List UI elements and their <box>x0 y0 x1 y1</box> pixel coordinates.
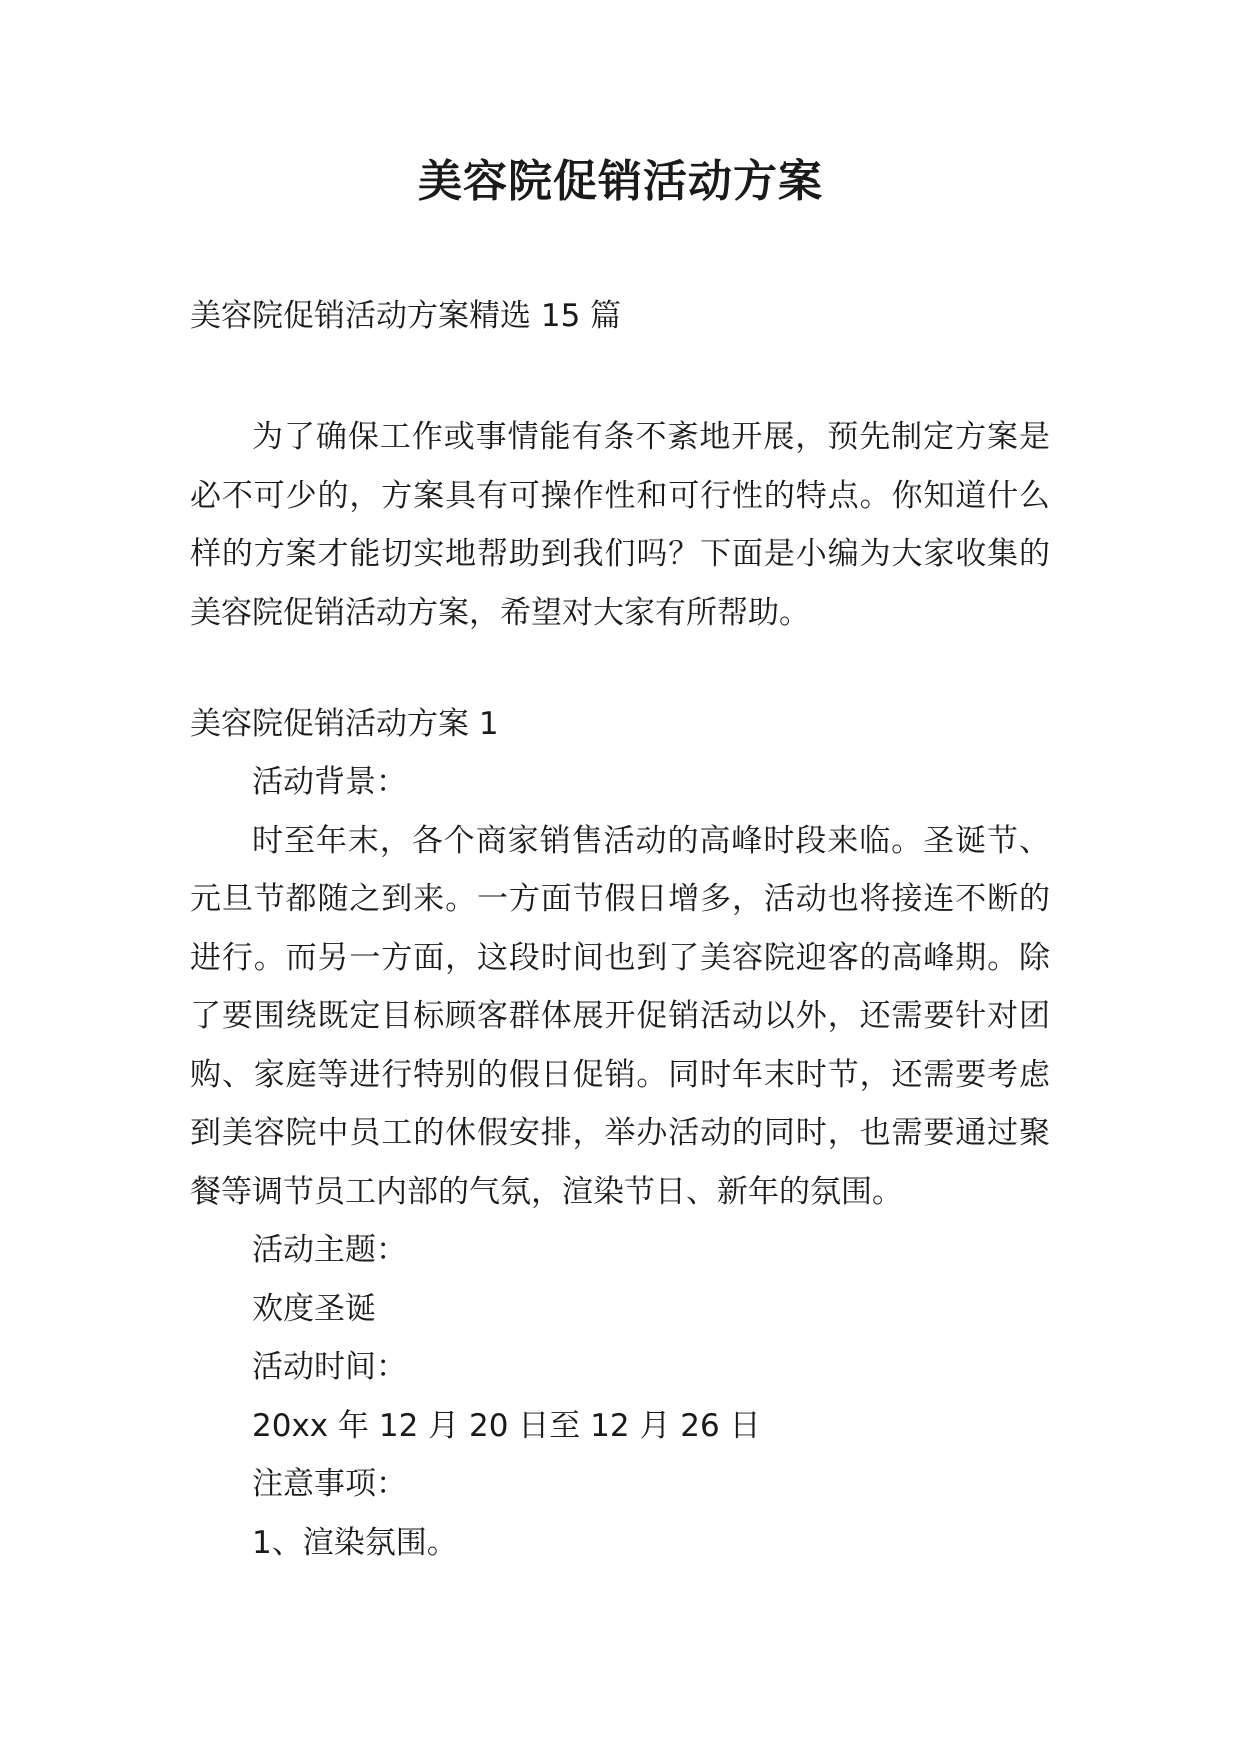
time-label: 活动时间： <box>252 1349 407 1385</box>
background-label: 活动背景： <box>252 764 407 800</box>
theme-label: 活动主题： <box>252 1232 407 1268</box>
document-title: 美容院促销活动方案 <box>418 156 823 207</box>
theme-value: 欢度圣诞 <box>252 1290 376 1327</box>
document-subtitle: 美容院促销活动方案精选 15 篇 <box>190 298 622 334</box>
background-paragraph: 时至年末，各个商家销售活动的高峰时段来临。圣诞节、元旦节都随之到来。一方面节假日增多，活动也将接连不断的进行。而另一方面，这段时间也到了美容院迎客的高峰期。除了要围绕既定目标顾客群体展开促销活动以外，还需要针对团购、家庭等进行特别的假日促销。同时年末时节，还需要考虑到美容院中员工的休假安排，举办活动的同时，也需要通过聚餐等调节员工内部的气氛，渲染节日、新年的氛围。 <box>190 822 1050 1210</box>
section-heading: 美容院促销活动方案 1 <box>190 706 499 742</box>
section-body <box>190 753 1050 1572</box>
time-value: 20xx 年 12 月 20 日至 12 月 26 日 <box>252 1407 761 1444</box>
notes-label: 注意事项： <box>252 1466 407 1502</box>
note-item-1: 1、渲染氛围。 <box>252 1524 458 1561</box>
intro-paragraph: 为了确保工作或事情能有条不紊地开展，预先制定方案是必不可少的，方案具有可操作性和可行性的特点。你知道什么样的方案才能切实地帮助到我们吗？下面是小编为大家收集的美容院促销活动方案，希望对大家有所帮助。 <box>190 419 1050 631</box>
